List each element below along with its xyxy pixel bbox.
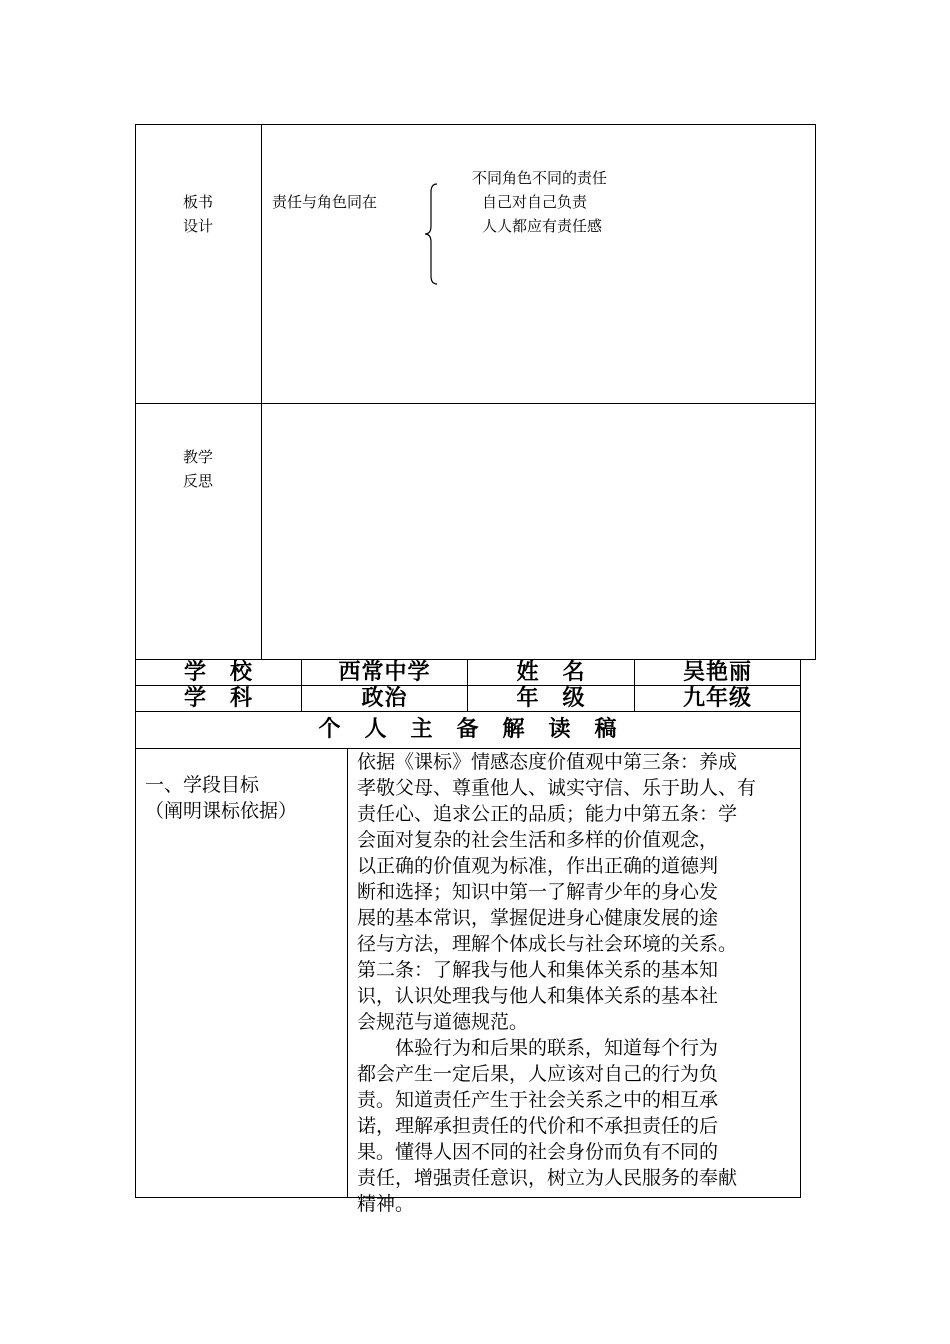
content-line: 责任，增强责任意识，树立为人民服务的奉献: [357, 1167, 738, 1189]
content-line: 以正确的价值观为标准，作出正确的道德判: [357, 855, 719, 877]
content-line: 孝敬父母、尊重他人、诚实守信、乐于助人、有: [357, 777, 757, 799]
content-line: 体验行为和后果的联系，知道每个行为: [357, 1037, 719, 1059]
section1-label-line: （阐明课标依据）: [145, 800, 298, 822]
school-label: 学 校: [183, 659, 253, 685]
content-line: 果。懂得人因不同的社会身份而负有不同的: [357, 1141, 719, 1163]
content-line: 都会产生一定后果，人应该对自己的行为负: [357, 1063, 719, 1085]
fansi-label: [135, 445, 261, 493]
content-line: 会面对复杂的社会生活和多样的价值观念，: [357, 829, 719, 851]
content-line: 会规范与道德规范。: [357, 1011, 529, 1033]
school-value: 西常中学: [338, 659, 431, 685]
document-title: 个 人 主 备 解 读 稿: [318, 716, 618, 742]
content-line: 展的基本常识，掌握促进身心健康发展的途: [357, 907, 719, 929]
content-line: 断和选择；知识中第一了解青少年的身心发: [357, 881, 719, 903]
section1-content: [357, 749, 799, 1217]
content-line: 第二条：了解我与他人和集体关系的基本知: [357, 959, 719, 981]
subject-value: 政治: [361, 685, 408, 711]
fansi-label-line: 教学: [182, 448, 213, 466]
banshu-item: 不同角色不同的责任: [472, 169, 608, 187]
content-line: 依据《课标》情感态度价值观中第三条：养成: [357, 751, 738, 773]
content-line: 径与方法，理解个体成长与社会环境的关系。: [357, 933, 738, 955]
section1-label-line: 一、学段目标: [145, 774, 260, 796]
content-line: 责。知道责任产生于社会关系之中的相互承: [357, 1089, 719, 1111]
banshu-label-line: 板书: [182, 193, 213, 211]
banshu-main-topic: 责任与角色同在: [272, 193, 378, 211]
banshu-item: 自己对自己负责: [482, 193, 588, 211]
content-line: 诺，理解承担责任的代价和不承担责任的后: [357, 1115, 719, 1137]
content-line: 识，认识处理我与他人和集体关系的基本社: [357, 985, 719, 1007]
content-line: 责任心、追求公正的品质；能力中第五条：学: [357, 803, 738, 825]
content-line: 精神。: [357, 1193, 415, 1215]
banshu-label: [135, 190, 261, 238]
grade-label: 年 级: [516, 685, 586, 711]
curly-brace-icon: [422, 182, 442, 286]
banshu-label-line: 设计: [182, 217, 213, 235]
section1-label: [145, 772, 345, 824]
grade-value: 九年级: [682, 685, 752, 711]
name-value: 吴艳丽: [682, 659, 752, 685]
name-label: 姓 名: [516, 659, 586, 685]
banshu-item: 人人都应有责任感: [482, 217, 603, 235]
subject-label: 学 科: [183, 685, 253, 711]
fansi-label-line: 反思: [182, 472, 213, 490]
